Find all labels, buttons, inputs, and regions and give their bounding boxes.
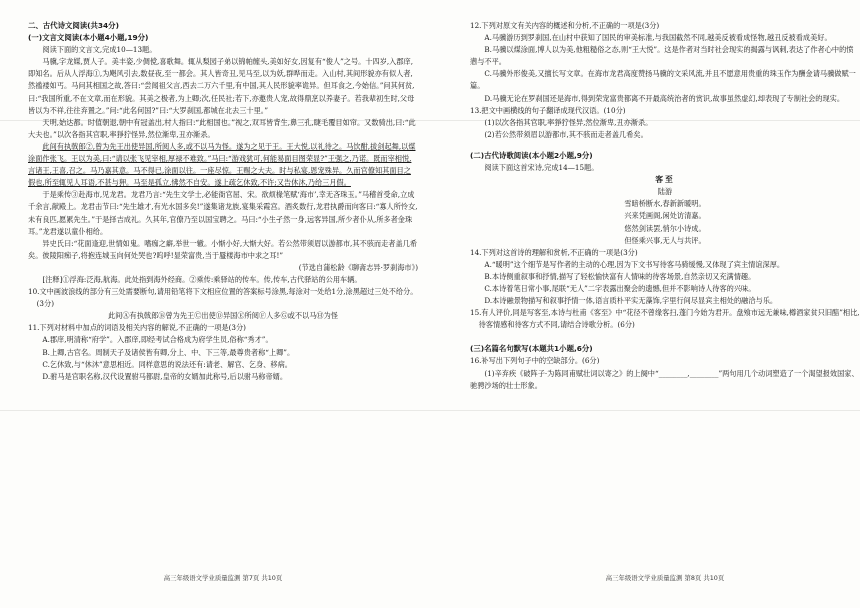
question-10-answer-line: 此间Ⓐ有执戟郎Ⓑ曾为先王Ⓒ出使Ⓓ异国Ⓔ所阅Ⓕ人多Ⓖ或不以马Ⓗ为怪 (107, 311, 338, 321)
option-d: D.马骥无论在罗刹国还是海市,得到荣宠富贵都离不开最高统治者的赏识,故事虽然虚幻,却表现了专制社会的现实。 (484, 93, 845, 103)
annotations: [注释]①浮海:泛海,航海。此处指到海外经商。②乘传:乘驿站的传车。传,传车,古代驿站的公用车辆。 (42, 274, 362, 284)
option-d: D.本诗融景物描写和叙事抒情一体,语言质朴平实无藻饰,字里行间尽显宾主相处的融洽与乐。 (484, 296, 778, 306)
passage-paragraph: 于是乘传③赴海市,见龙君。龙君乃言:“先生文学士,必能衙官屈、宋。欲烦椽笔赋‘海市’,幸无吝珠玉。”马稽首受命,立成千余言,献殿上。龙君击节曰:“先生雄才,有光水国多矣!”遂集诸龙族,宴集采霞宫。酒炙数行,龙君执爵而向客曰:“寡人所怜女,未有良匹,愿累先生。”于是择吉成礼。久其年,官僚乃至以国宝聘之。马曰:“小生孑然一身,远客异国,所少者仆从,所多者金珠耳。”龙君遂以童仆相给。 (28, 190, 418, 236)
section-heading: 二、古代诗文阅读(共34分) (28, 21, 119, 30)
option-c: C.本诗着笔日常小事,尾联“无人”二字表露出聚会的遗憾,但并不影响诗人待客的兴味。 (484, 283, 756, 293)
question-11: 11.下列对材料中加点的词语及相关内容的解说,不正确的一项是(3分) (28, 323, 246, 333)
passage-paragraph: 马骥,字龙媒,贾人子。美丰姿,少倜傥,喜歌舞。辄从梨园子弟以锦帕缠头,美如好女,因复有“俊人”之号。十四岁,入郡庠,即知名。后从人浮海①,为飓风引去,数昼夜,至一都会。其人皆奇丑,见马至,以为妖,群哗而走。入山村,其间形貌亦有似人者,然褴褛如丐。马问其相国之故,答曰:“尝闻祖父言,西去二万六千里,有中国,其人民形貌率诡异。但耳食之,今始信。”问其何贫,曰:“我国所重,不在文章,而在形貌。其美之极者,为上卿;次,任民社;若下,亦邀贵人宠,故得鼎烹以养妻子。若我辈初生时,父母皆以为不祥,往往弃置之。”问:“此名何国?”曰:“大罗刹国,都城在北去三十里。” (28, 57, 415, 115)
part-heading: (三)名篇名句默写(本题共1小题,6分) (470, 344, 593, 354)
poem-line: 兴来凭画阁,闲处访清嘉。 (624, 211, 706, 221)
option-a: A.“暖明”这个细节是写作者的主动的心理,因为下文书写待客马骑缓慢,又体现了宾主情谊深厚。 (484, 259, 785, 269)
page-footer: 高三年级语文学业质量监测 第7页 共10页 (163, 573, 283, 582)
poem-author: 陆游 (657, 187, 673, 197)
option-c: C.乞休致,与“休沐”意思相近。同样意思的说法还有:请老、解官、乞身、移病。 (42, 359, 292, 369)
question-12: 12.下列对原文有关内容的概述和分析,不正确的一项是(3分) (470, 21, 660, 30)
passage-paragraph: 此间有执戟郎②,曾为先王出使异国,所阅人多,或不以马为怪。遂为之见于王。王大悦,以礼待之。马饮酣,拔剑起舞,以煤涂面作张飞。王以为美,曰:“请以张飞见宰相,厚禄不难致。”马曰:“游戏犹可,何能易面目图荣显?”王强之,乃诺。既而宰相悦,言诸王,王喜,召之。马乃嘉其意。马不得已,涂面以往。一座尽惊。王赐之大夫。时与私宴,恩宠殊异。久而官僚知其面目之假也,所至辄见人耳语,不甚与狎。马至是孤立,怫然不自安。遂上疏乞休致,不许;又告休沐,乃给三月假。 (28, 141, 416, 188)
question-16: 16.补写出下列句子中的空缺部分。(6分) (470, 356, 600, 366)
page-footer: 高三年级语文学业质量监测 第8页 共10页 (605, 573, 725, 582)
option-c: C.马骥外形俊美,又擅长写文章。在海市龙君高度赞扬马骥的文采风流,并且不愿意用贵重的珠玉作为酬金请马骥做赋一篇。 (470, 69, 856, 91)
instruction: 阅读下面这首宋诗,完成14—15题。 (484, 163, 599, 173)
option-b: B.本诗侧重叙事和抒情,描写了轻松愉快富有人情味的待客场景,自然亲切又充满情趣。 (484, 271, 756, 281)
question-15: 15.有人评价,同是写客至,本诗与杜甫《客至》中“花径不曾缘客扫,蓬门今始为君开。盘飧市远无兼味,樽酒家贫只旧醅”相比,待客情感和待客方式不同,请结合诗歌分析。(6分) (470, 308, 860, 330)
option-b: B.上卿,古官名。周制天子及诸侯皆有卿,分上、中、下三等,最尊贵者称“上卿”。 (42, 347, 295, 357)
question-10: 10.文中画波浪线的部分有三处需要断句,请用铅笔将下文相应位置的答案标号涂黑,每涂对一处给1分,涂黑超过三处不给分。(3分) (28, 287, 418, 309)
part-heading: (二)古代诗歌阅读(本小题2小题,9分) (470, 150, 593, 160)
question-13: 13.把文中画横线的句子翻译成现代汉语。(10分) (470, 105, 626, 115)
page-7-column (28, 20, 418, 588)
poem-title: 客至 (655, 175, 675, 185)
poem-line: 雪暗桥断水,春新新暖明。 (624, 199, 706, 209)
passage-paragraph: 天明,始达都。时值朝退,朝中有冠盖出,村人指曰:“此相国也。”视之,双耳皆背生,鼻三孔,睫毛覆目如帘。又数骑出,曰:“此大夫也。”以次各指其官职,率猙狞怪异,然位渐卑,丑亦渐杀。 (28, 117, 416, 139)
option-d: D.驸马是官职名称,汉代设置驸马都尉,皇帝的女婿加此称号,后以驸马称帝婿。 (42, 371, 288, 381)
instruction: 阅读下面的文言文,完成10—13题。 (42, 45, 157, 55)
question-14: 14.下列对这首诗的理解和赏析,不正确的一项是(3分) (470, 247, 638, 257)
page-8-column (470, 20, 860, 588)
translation-item-1: (1)以次各指其官职,率猙狞怪异,然位渐卑,丑亦渐杀。 (484, 117, 653, 127)
poem-line: 悠然剑读罢,悄尔小诗成。 (624, 223, 706, 233)
option-a: A.马骥游历到罗刹国,在山村中获知了国民的审美标准,与我国截然不同,越美反被看成怪物,越丑反被看成美好。 (484, 33, 832, 43)
fill-in-item-1: (1)辛弃疾《破阵子·为陈同甫赋壮词以寄之》的上阕中“________,________”两句用几个动词塑造了一个渴望报效国家、驰骋沙场的壮士形象。 (470, 368, 859, 390)
option-b: B.马骥以煤涂面,博人以为美,他粗糙俗之态,则“王大悦”。这是作者对当时社会现实的揭露与讽刺,表达了作者心中的愤懑与不平。 (470, 45, 854, 67)
poem-line: 但怪乘兴事,无人与共评。 (624, 235, 706, 245)
passage-source: (节选自蒲松龄《聊斋志异·罗刹海市》) (298, 262, 418, 272)
part-heading: (一)文言文阅读(本小题4小题,19分) (28, 33, 149, 43)
option-a: A.郡庠,明清称“府学”。入郡庠,即经考试合格成为府学生员,俗称“秀才”。 (42, 335, 273, 345)
passage-paragraph: 异史氏曰:“花面逢迎,世情如鬼。嗜痂之癖,举世一辙。小惭小好,大惭大好。若公然带须眉以游都市,其不骇而走者盖几希矣。彼陵阳痴子,将抱连城玉向何处哭也?呜呼!显荣富贵,当于蜃楼海市中求之耳!” (28, 238, 418, 260)
translation-item-2: (2)若公然带须眉以游都市,其不骇而走者盖几希矣。 (484, 129, 648, 139)
